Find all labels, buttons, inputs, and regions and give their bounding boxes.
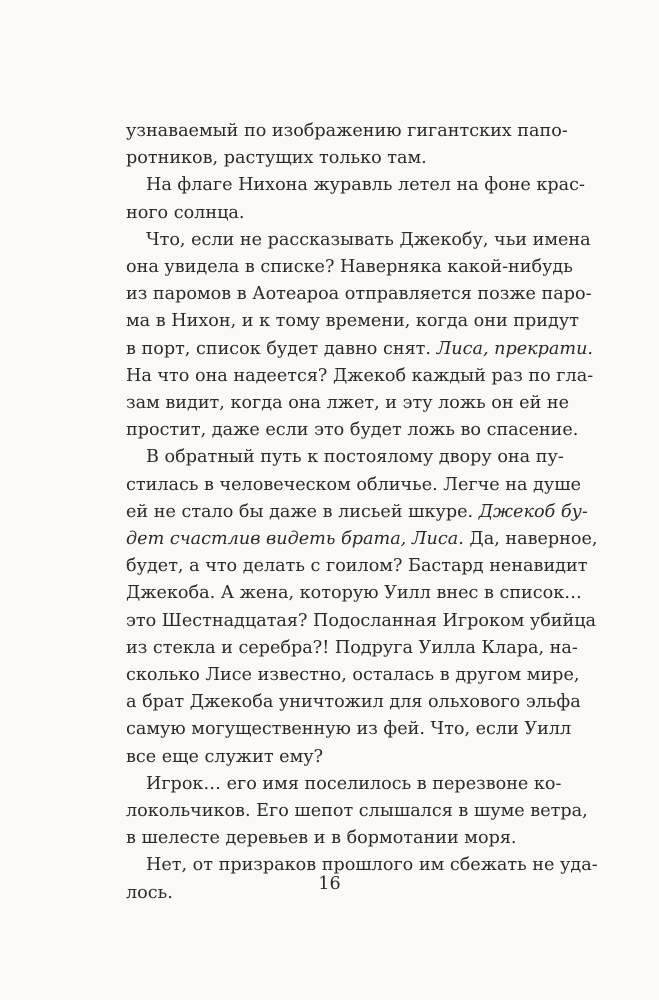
text-segment: из паромов в Аотеароа отправляется позже паро-	[126, 284, 592, 305]
text-segment: ей не стало бы даже в лисьей шкуре.	[126, 501, 479, 522]
text-segment: Что, если не рассказывать Джекобу, чьи имена	[146, 229, 591, 250]
text-line	[126, 665, 580, 689]
text-segment: Да, наверное,	[463, 529, 598, 549]
text-line	[126, 121, 568, 145]
text-line	[126, 257, 573, 281]
text-segment: простит, даже если это будет ложь во спасение.	[126, 420, 579, 441]
text-segment: ного солнца.	[126, 202, 245, 223]
text-segment: лось.	[126, 882, 173, 903]
text-line	[126, 501, 588, 526]
italic-text-segment: Лиса, прекрати.	[436, 338, 594, 359]
text-segment: она увидела в списке? Наверняка какой-нибудь	[126, 257, 573, 277]
text-line	[126, 719, 572, 743]
text-line	[126, 583, 582, 607]
text-line	[126, 365, 594, 390]
text-segment: узнаваемый по изображению гигантских папо-	[126, 121, 568, 141]
text-line	[126, 420, 579, 444]
text-line	[126, 692, 581, 716]
text-line	[126, 284, 592, 308]
text-line	[126, 447, 564, 471]
text-line	[126, 338, 594, 363]
text-segment: все еще служит ему?	[126, 746, 324, 767]
text-segment: Нет, от призраков прошлого им сбежать не уда-	[146, 855, 598, 876]
text-segment: а брат Джекоба уничтожил для ольхового эльфа	[126, 692, 581, 713]
italic-text-segment: Джекоб бу-	[478, 501, 588, 522]
text-segment: Джекоба. А жена, которую Уилл внес в список…	[126, 583, 582, 604]
text-segment: Игрок… его имя поселилось в перезвоне ко-	[146, 773, 562, 794]
text-segment: будет, а что делать с гоилом? Бастард ненавидит	[126, 556, 588, 577]
text-line	[126, 801, 588, 825]
text-line	[126, 474, 581, 499]
text-line	[126, 229, 591, 254]
text-line	[126, 747, 531, 771]
text-line	[126, 828, 531, 852]
page-number: 16	[318, 874, 341, 894]
text-line	[126, 393, 570, 417]
text-line	[126, 637, 578, 662]
text-line	[126, 556, 588, 580]
text-segment: в порт, список будет давно снят.	[126, 338, 437, 359]
text-segment: сколько Лисе известно, осталась в другом мире,	[126, 665, 580, 685]
text-line	[126, 529, 598, 553]
text-line	[126, 610, 597, 635]
text-segment: ма в Нихон, и к тому времени, когда они придут	[126, 311, 579, 332]
text-segment: самую могущественную из фей. Что, если Уилл	[126, 719, 572, 740]
text-line	[126, 311, 579, 335]
text-segment: зам видит, когда она лжет, и эту ложь он ей не	[126, 393, 570, 413]
text-segment: из стекла и серебра?! Подруга Уилла Клара, на-	[126, 637, 578, 658]
italic-text-segment: дет счастлив видеть брата, Лиса.	[126, 529, 464, 549]
text-segment: ротников, растущих только там.	[126, 148, 427, 169]
text-line	[126, 203, 531, 227]
text-line	[126, 175, 585, 199]
text-segment: стилась в человеческом обличье. Легче на душе	[126, 474, 581, 495]
text-line	[126, 773, 562, 798]
text-segment: локольчиков. Его шепот слышался в шуме ветра,	[126, 801, 588, 821]
text-segment: в шелесте деревьев и в бормотании моря.	[126, 828, 517, 849]
text-segment: На флаге Нихона журавль летел на фоне крас-	[146, 175, 585, 196]
text-line	[126, 148, 531, 172]
text-segment: это Шестнадцатая? Подосланная Игроком убийца	[126, 610, 597, 631]
text-segment: В обратный путь к постоялому двору она пу-	[146, 447, 564, 468]
text-segment: На что она надеется? Джекоб каждый раз по гла-	[126, 365, 594, 386]
